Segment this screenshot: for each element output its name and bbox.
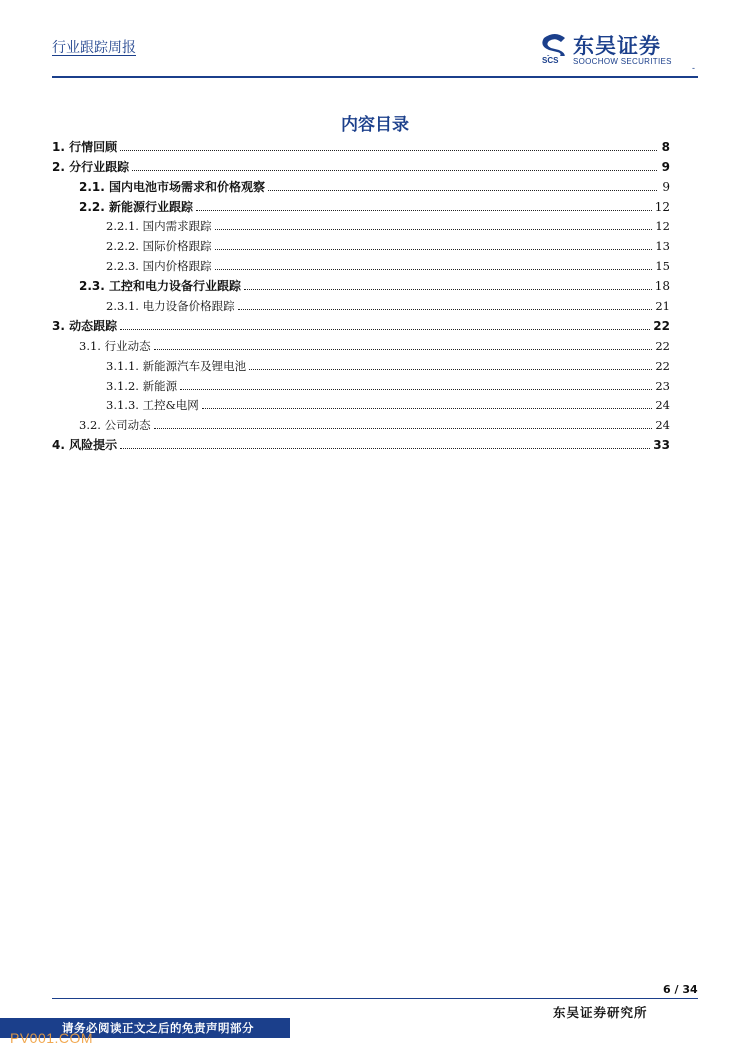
table-of-contents xyxy=(52,134,670,452)
toc-leader-dots xyxy=(120,448,650,449)
toc-leader-dots xyxy=(196,210,652,211)
toc-entry-page: 9 xyxy=(662,179,670,194)
toc-entry[interactable] xyxy=(52,154,670,174)
toc-entry-page: 9 xyxy=(661,159,670,174)
toc-entry[interactable] xyxy=(52,393,670,413)
toc-entry-page: 33 xyxy=(653,438,670,453)
toc-entry-label: 2.3. 工控和电力设备行业跟踪 xyxy=(79,279,241,294)
toc-entry-page: 22 xyxy=(653,318,670,333)
watermark: PV001.COM xyxy=(10,1030,94,1046)
toc-leader-dots xyxy=(120,329,650,330)
toc-entry-page: 24 xyxy=(655,398,670,413)
toc-entry-page: 8 xyxy=(661,139,670,154)
toc-leader-dots xyxy=(154,428,653,429)
institute-name: 东吴证券研究所 xyxy=(553,1005,648,1020)
toc-entry-label: 2.2.1. 国内需求跟踪 xyxy=(106,219,212,234)
toc-entry[interactable] xyxy=(52,253,670,273)
toc-entry[interactable] xyxy=(52,174,670,194)
toc-entry[interactable] xyxy=(52,313,670,333)
toc-entry[interactable] xyxy=(52,373,670,393)
toc-entry[interactable] xyxy=(52,194,670,214)
toc-entry-label: 3. 动态跟踪 xyxy=(52,318,118,333)
toc-entry-label: 2.2.2. 国际价格跟踪 xyxy=(106,239,212,254)
toc-entry-label: 1. 行情回顾 xyxy=(52,139,118,154)
toc-entry-page: 13 xyxy=(655,239,670,254)
toc-entry[interactable] xyxy=(52,412,670,432)
toc-leader-dots xyxy=(215,269,653,270)
toc-entry-page: 21 xyxy=(655,299,670,314)
toc-entry-label: 2.2.3. 国内价格跟踪 xyxy=(106,259,212,274)
toc-entry[interactable] xyxy=(52,273,670,293)
logo-mark-icon xyxy=(541,32,569,64)
toc-leader-dots xyxy=(132,170,657,171)
company-logo xyxy=(541,30,701,70)
header-divider xyxy=(52,76,698,78)
toc-entry-label: 2. 分行业跟踪 xyxy=(52,159,130,174)
toc-leader-dots xyxy=(238,309,653,310)
toc-entry-label: 3.1.1. 新能源汽车及锂电池 xyxy=(106,358,247,373)
toc-entry-label: 4. 风险提示 xyxy=(52,438,118,453)
svg-text:SCS: SCS xyxy=(542,56,559,64)
toc-leader-dots xyxy=(244,289,652,290)
toc-entry-page: 23 xyxy=(655,378,670,393)
toc-leader-dots xyxy=(215,229,653,230)
toc-entry[interactable] xyxy=(52,353,670,373)
footer-divider xyxy=(52,998,698,999)
toc-entry-page: 22 xyxy=(655,338,670,353)
toc-entry-page: 22 xyxy=(655,358,670,373)
toc-entry-page: 18 xyxy=(654,279,670,294)
toc-leader-dots xyxy=(215,249,653,250)
toc-entry[interactable] xyxy=(52,134,670,154)
header-dash: - xyxy=(692,63,695,73)
toc-entry[interactable] xyxy=(52,233,670,253)
toc-entry[interactable] xyxy=(52,333,670,353)
toc-entry-page: 24 xyxy=(655,418,670,433)
toc-entry-label: 2.2. 新能源行业跟踪 xyxy=(79,199,193,214)
toc-leader-dots xyxy=(249,369,652,370)
logo-english-name: SOOCHOW SECURITIES xyxy=(573,57,672,66)
toc-entry-label: 2.1. 国内电池市场需求和价格观察 xyxy=(79,179,265,194)
toc-leader-dots xyxy=(202,408,653,409)
toc-title: 内容目录 xyxy=(341,115,409,135)
logo-chinese-name: 东吴证券 xyxy=(573,34,661,58)
toc-entry-page: 15 xyxy=(655,259,670,274)
report-type-label: 行业跟踪周报 xyxy=(52,40,136,56)
page-number: 6 / 34 xyxy=(663,983,698,996)
toc-leader-dots xyxy=(154,349,653,350)
toc-entry-label: 3.1.3. 工控&电网 xyxy=(106,398,199,413)
toc-leader-dots xyxy=(120,150,657,151)
toc-entry-label: 3.1. 行业动态 xyxy=(79,338,151,353)
toc-entry-label: 3.2. 公司动态 xyxy=(79,418,151,433)
toc-entry-page: 12 xyxy=(654,199,670,214)
toc-entry-page: 12 xyxy=(655,219,670,234)
toc-entry[interactable] xyxy=(52,214,670,234)
toc-entry[interactable] xyxy=(52,432,670,452)
toc-entry-label: 2.3.1. 电力设备价格跟踪 xyxy=(106,299,235,314)
toc-entry[interactable] xyxy=(52,293,670,313)
toc-leader-dots xyxy=(268,190,657,191)
toc-entry-label: 3.1.2. 新能源 xyxy=(106,378,178,393)
toc-leader-dots xyxy=(180,389,652,390)
disclaimer-text: 请务必阅读正文之后的免责声明部分 xyxy=(62,1021,254,1035)
